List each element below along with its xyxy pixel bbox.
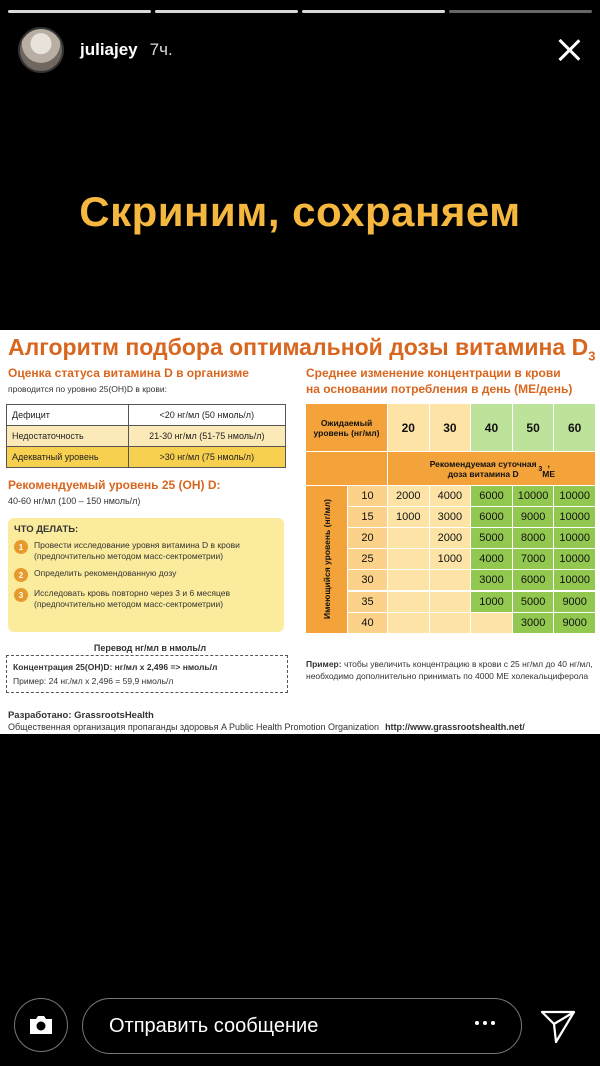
recommended-heading: Рекомендуемый уровень 25 (ОН) D:	[8, 478, 221, 492]
status-range: 21-30 нг/мл (51-75 нмоль/л)	[128, 426, 285, 447]
dose-cell: 4000	[430, 486, 472, 507]
dose-cell: 10000	[513, 486, 555, 507]
dose-cell: 5000	[471, 528, 513, 549]
dose-cell	[388, 528, 430, 549]
status-range: <20 нг/мл (50 нмоль/л)	[128, 405, 285, 426]
existing-level-value: 40	[348, 613, 388, 634]
expected-level-value: 30	[430, 404, 472, 452]
example-label: Пример:	[306, 659, 342, 669]
dose-cell: 1000	[471, 592, 513, 613]
title-subscript: 3	[588, 348, 596, 364]
status-table	[6, 404, 286, 468]
progress-segment	[8, 10, 151, 13]
step-number: 1	[14, 540, 28, 554]
recommended-label-sub: 3	[538, 464, 543, 473]
recommended-label-text: Рекомендуемая суточная доза витамина D	[429, 458, 537, 479]
status-range: >30 нг/мл (75 нмоль/л)	[128, 447, 285, 468]
dose-cell	[430, 592, 472, 613]
status-label: Адекватный уровень	[7, 447, 129, 468]
existing-level-value: 10	[348, 486, 388, 507]
todo-box	[8, 518, 284, 632]
expected-level-label: Ожидаемый уровень (нг/мл)	[306, 404, 388, 452]
dose-cell	[388, 549, 430, 570]
step-text: Провести исследование уровня витамина D в крови (предпочтительно методом масс-сектрометрии)	[34, 540, 240, 561]
dose-cell: 7000	[513, 549, 555, 570]
close-icon[interactable]	[554, 35, 584, 65]
conversion-box	[6, 655, 288, 693]
camera-glyph	[28, 1014, 54, 1036]
dose-cell	[388, 570, 430, 591]
todo-step	[14, 540, 240, 562]
dose-heading-2: на основании потребления в день (МЕ/день)	[306, 382, 573, 396]
dose-cell: 6000	[513, 570, 555, 591]
dose-cell: 10000	[554, 486, 596, 507]
conversion-example: Пример: 24 нг./мл х 2,496 = 59,9 нмоль/л	[13, 676, 174, 686]
story-header	[18, 26, 584, 74]
recommended-value: 40-60 нг/мл (100 – 150 нмоль/л)	[8, 496, 141, 506]
status-label: Дефицит	[7, 405, 129, 426]
step-text: Исследовать кровь повторно через 3 и 6 месяцев (предпочтительно методом масс-сектрометрии)	[34, 588, 231, 609]
todo-step	[14, 588, 230, 610]
dose-cell: 8000	[513, 528, 555, 549]
dose-cell: 10000	[554, 507, 596, 528]
send-icon[interactable]	[538, 1004, 578, 1048]
dose-cell: 2000	[388, 486, 430, 507]
existing-label-text: Имеющийся уровень (нг/мл)	[321, 499, 332, 620]
expected-level-value: 20	[388, 404, 430, 452]
progress-segment	[302, 10, 445, 13]
expected-level-value: 60	[554, 404, 596, 452]
expected-level-value: 40	[471, 404, 513, 452]
dose-cell	[388, 613, 430, 634]
existing-level-value: 25	[348, 549, 388, 570]
dose-cell	[471, 613, 513, 634]
status-row	[7, 426, 286, 447]
existing-level-value: 20	[348, 528, 388, 549]
dose-cell: 6000	[471, 486, 513, 507]
recommended-label-unit: , МЕ	[542, 458, 555, 479]
dose-cell: 10000	[554, 549, 596, 570]
dose-cell: 2000	[430, 528, 472, 549]
more-dots-icon[interactable]	[475, 1021, 495, 1025]
progress-segment-current	[449, 10, 592, 13]
dose-cell: 3000	[513, 613, 555, 634]
todo-title: ЧТО ДЕЛАТЬ:	[14, 524, 79, 535]
dose-cell: 9000	[554, 613, 596, 634]
credit-org-text: Общественная организация пропаганды здоровья A Public Health Promotion Organization	[8, 722, 380, 732]
dose-cell	[388, 592, 430, 613]
dose-cell: 5000	[513, 592, 555, 613]
camera-icon[interactable]	[14, 998, 68, 1052]
dose-cell: 6000	[471, 507, 513, 528]
title-text: Алгоритм подбора оптимальной дозы витамина D	[8, 334, 589, 360]
credit-org	[8, 722, 525, 732]
dose-cell: 1000	[388, 507, 430, 528]
existing-level-label	[306, 486, 348, 634]
dose-cell: 10000	[554, 570, 596, 591]
example-text: чтобы увеличить концентрацию в крови с 25 нг/мл до 40 нг/мл, необходимо дополнительно принимать по 4000 МЕ холекальциферола	[306, 659, 593, 681]
dose-cell: 10000	[554, 528, 596, 549]
expected-level-value: 50	[513, 404, 555, 452]
dose-cell: 3000	[471, 570, 513, 591]
status-subheading: проводится по уровню 25(ОН)D в крови:	[8, 384, 168, 394]
dose-cell: 1000	[430, 549, 472, 570]
todo-step	[14, 568, 176, 582]
infographic-title	[8, 334, 595, 364]
status-label: Недостаточность	[7, 426, 129, 447]
conversion-title: Перевод нг/мл в нмоль/л	[93, 643, 207, 653]
status-heading: Оценка статуса витамина D в организме	[8, 366, 249, 380]
story-progress	[8, 10, 592, 13]
dose-cell	[430, 613, 472, 634]
dose-example	[306, 658, 596, 682]
step-text: Определить рекомендованную дозу	[34, 568, 177, 578]
existing-level-value: 35	[348, 592, 388, 613]
step-number: 2	[14, 568, 28, 582]
avatar[interactable]	[18, 27, 64, 73]
infographic	[0, 330, 600, 734]
dose-cell: 9000	[513, 507, 555, 528]
dose-heading-1: Среднее изменение концентрации в крови	[306, 366, 561, 380]
post-time: 7ч.	[149, 40, 173, 59]
dose-cell: 4000	[471, 549, 513, 570]
dose-cell	[430, 570, 472, 591]
credit-url: http://www.grassrootshealth.net/	[385, 722, 525, 732]
status-row	[7, 405, 286, 426]
existing-level-value: 30	[348, 570, 388, 591]
recommended-dose-label	[388, 452, 596, 486]
step-number: 3	[14, 588, 28, 602]
progress-segment	[155, 10, 298, 13]
story-headline: Скриним, сохраняем	[79, 188, 521, 235]
dose-cell: 9000	[554, 592, 596, 613]
dose-grid	[306, 404, 596, 634]
status-row	[7, 447, 286, 468]
existing-level-value: 15	[348, 507, 388, 528]
dose-cell: 3000	[430, 507, 472, 528]
credit-author: Разработано: GrassrootsHealth	[8, 710, 154, 721]
username[interactable]: juliajey	[80, 40, 138, 59]
message-placeholder: Отправить сообщение	[109, 1014, 319, 1037]
conversion-formula: Концентрация 25(ОН)D: нг/мл х 2,496 => нмоль/л	[13, 662, 218, 672]
grid-corner	[306, 452, 388, 486]
message-input[interactable]	[82, 998, 522, 1054]
